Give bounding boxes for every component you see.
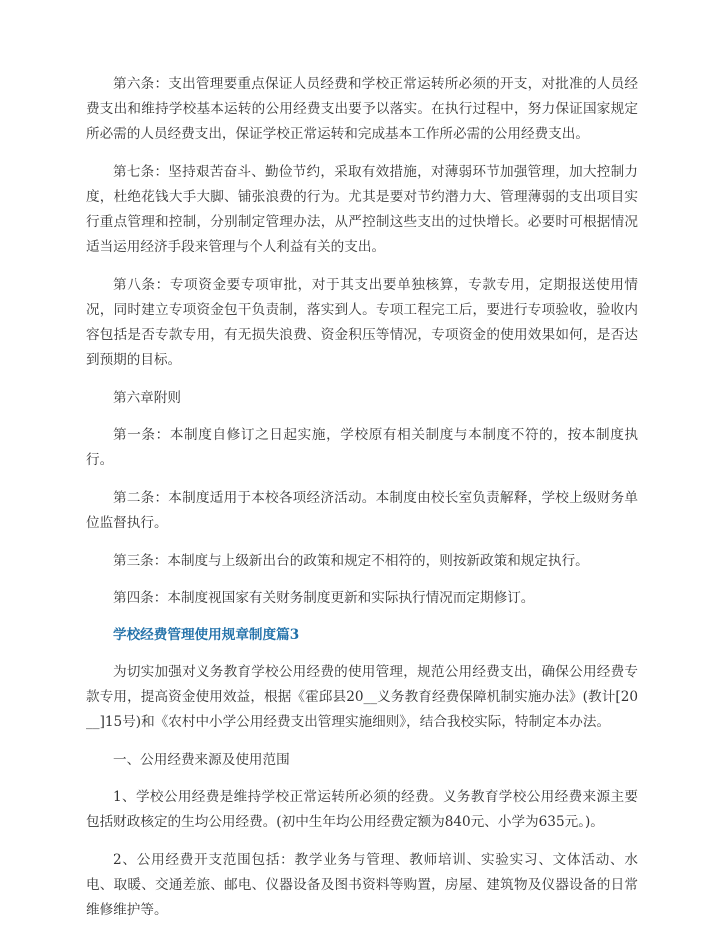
intro-paragraph: 为切实加强对义务教育学校公用经费的使用管理，规范公用经费支出，确保公用经费专款专用，提高资金使用效益，根据《霍邱县20__义务教育经费保障机制实施办法》(教计[20__]15号)和《农村中小学公用经费支出管理实施细则》，结合我校实际，特制定本办法。 xyxy=(86,664,638,730)
section-heading: 学校经费管理使用规章制度篇3 xyxy=(113,627,300,643)
document-page xyxy=(86,72,638,936)
subsection-title: 一、公用经费来源及使用范围 xyxy=(113,752,290,768)
appendix-article-3-paragraph: 第三条：本制度与上级新出台的政策和规定不相符的，则按新政策和规定执行。 xyxy=(113,553,589,569)
chapter-6-title: 第六章附则 xyxy=(113,390,181,406)
article-6-paragraph: 第六条：支出管理要重点保证人员经费和学校正常运转所必须的开支，对批准的人员经费支出和维持学校基本运转的公用经费支出要予以落实。在执行过程中，努力保证国家规定所必需的人员经费支出，保证学校正常运转和完成基本工作所必需的公用经费支出。 xyxy=(86,76,638,142)
article-7-paragraph: 第七条：坚持艰苦奋斗、勤俭节约，采取有效措施，对薄弱环节加强管理，加大控制力度，杜绝花钱大手大脚、铺张浪费的行为。尤其是要对节约潜力大、管理薄弱的支出项目实行重点管理和控制，分别制定管理办法，从严控制这些支出的过快增长。必要时可根据情况适当运用经济手段来管理与个人利益有关的支出。 xyxy=(86,164,638,255)
appendix-article-1-paragraph: 第一条：本制度自修订之日起实施，学校原有相关制度与本制度不符的，按本制度执行。 xyxy=(86,427,638,468)
article-8-paragraph: 第八条：专项资金要专项审批，对于其支出要单独核算，专款专用，定期报送使用情况，同时建立专项资金包干负责制，落实到人。专项工程完工后，要进行专项验收，验收内容包括是否专款专用，有无损失浪费、资金积压等情况，专项资金的使用效果如何，是否达到预期的目标。 xyxy=(86,277,638,368)
item-2-paragraph: 2、公用经费开支范围包括：教学业务与管理、教师培训、实验实习、文体活动、水电、取暖、交通差旅、邮电、仪器设备及图书资料等购置，房屋、建筑物及仪器设备的日常维修维护等。 xyxy=(86,852,638,918)
appendix-article-2-paragraph: 第二条：本制度适用于本校各项经济活动。本制度由校长室负责解释，学校上级财务单位监督执行。 xyxy=(86,490,638,531)
appendix-article-4-paragraph: 第四条：本制度视国家有关财务制度更新和实际执行情况而定期修订。 xyxy=(113,590,535,606)
item-1-paragraph: 1、学校公用经费是维持学校正常运转所必须的经费。义务教育学校公用经费来源主要包括财政核定的生均公用经费。(初中生年均公用经费定额为840元、小学为635元。)。 xyxy=(86,789,638,830)
